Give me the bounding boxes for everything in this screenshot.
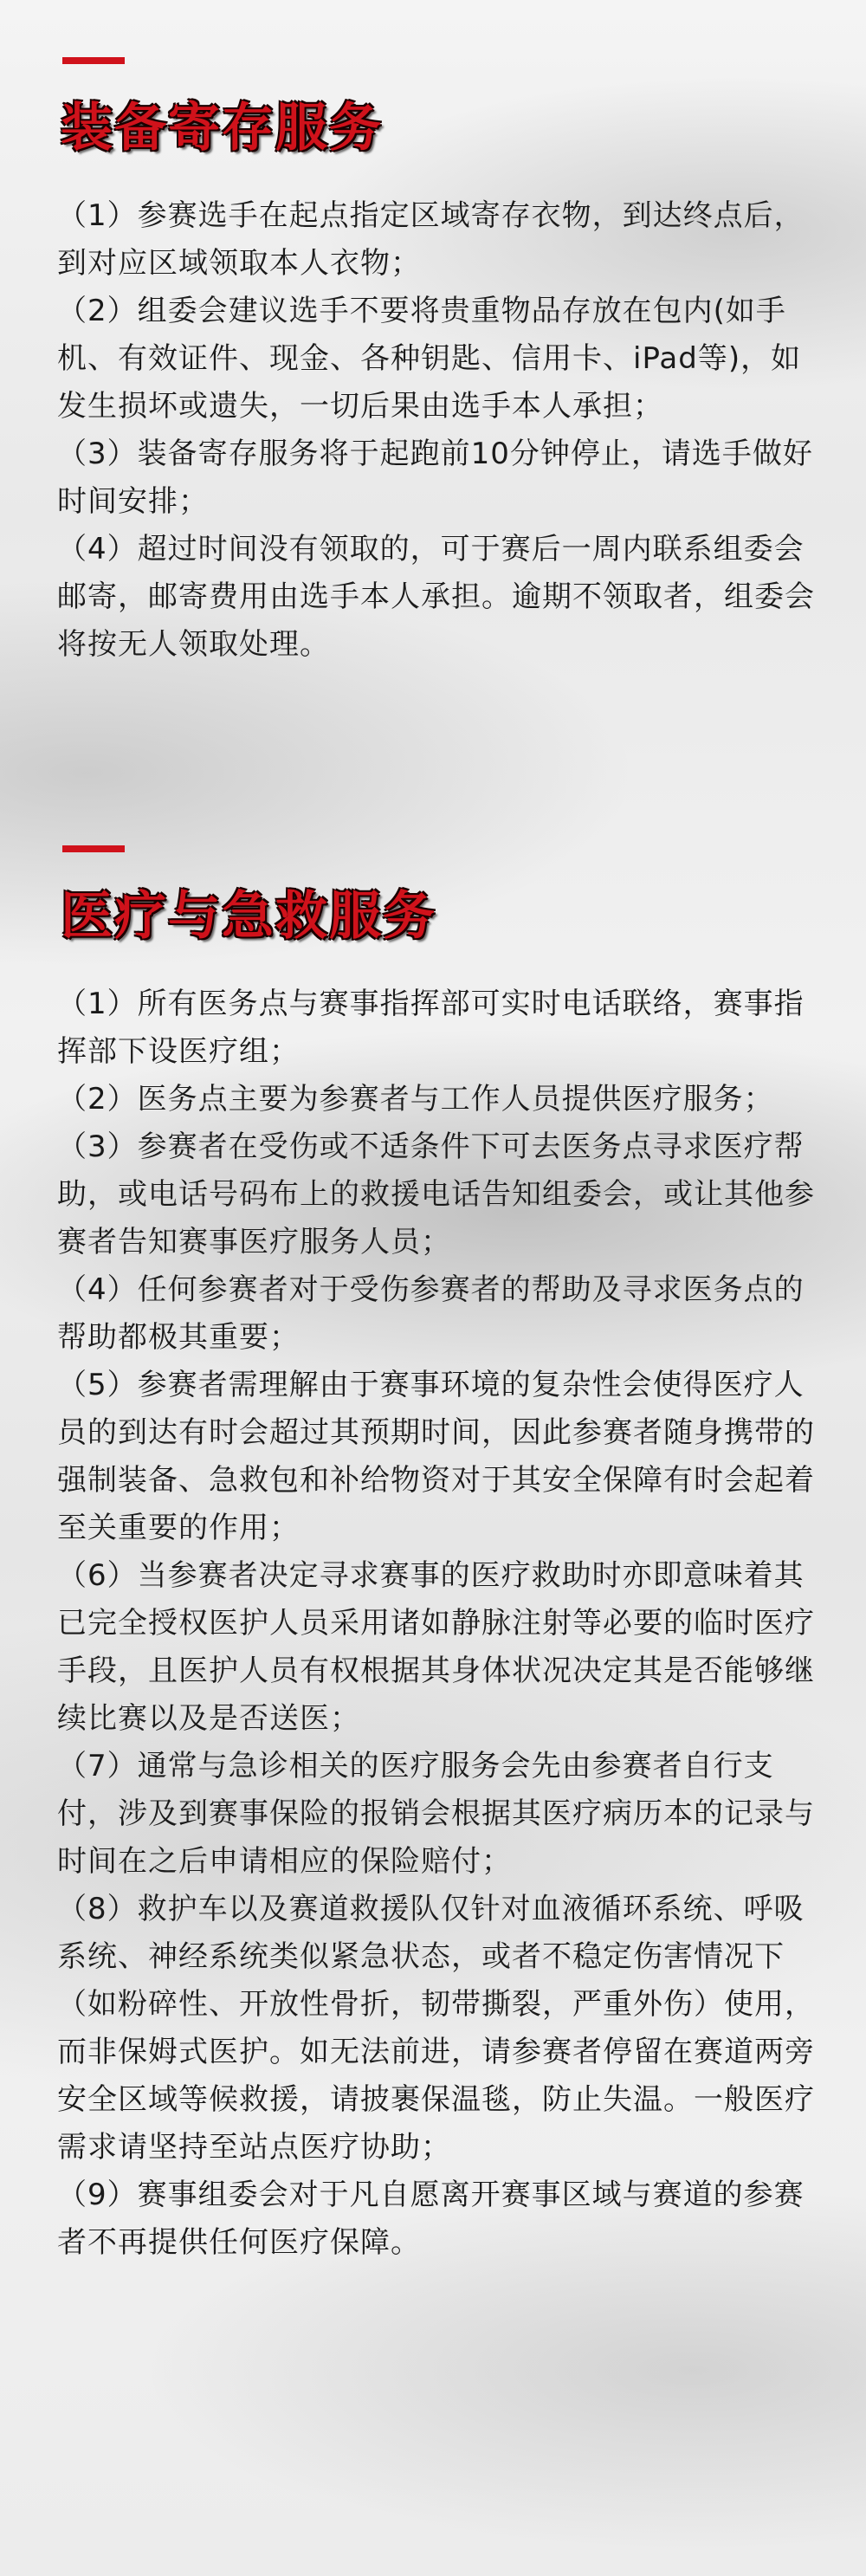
paragraph-list <box>57 192 819 669</box>
list-item: （5）参赛者需理解由于赛事环境的复杂性会使得医疗人员的到达有时会超过其预期时间，因此参赛者随身携带的强制装备、急救包和补给物资对于其安全保障有时会起着至关重要的作用； <box>57 1368 815 1545</box>
list-item: （4）任何参赛者对于受伤参赛者的帮助及寻求医务点的帮助都极其重要； <box>57 1272 805 1355</box>
list-item: （4）超过时间没有领取的，可于赛后一周内联系组委会邮寄，邮寄费用由选手本人承担。逾期不领取者，组委会将按无人领取处理。 <box>57 532 815 662</box>
list-item: （1）所有医务点与赛事指挥部可实时电话联络，赛事指挥部下设医疗组； <box>57 987 805 1069</box>
section-title: 医疗与急救服务 <box>61 886 436 947</box>
list-item: （7）通常与急诊相关的医疗服务会先由参赛者自行支付，涉及到赛事保险的报销会根据其医疗病历本的记录与时间在之后申请相应的保险赔付； <box>57 1749 815 1879</box>
list-item: （2）组委会建议选手不要将贵重物品存放在包内(如手机、有效证件、现金、各种钥匙、信用卡、iPad等)，如发生损坏或遗失，一切后果由选手本人承担； <box>57 294 802 424</box>
list-item: （3）装备寄存服务将于起跑前10分钟停止，请选手做好时间安排； <box>57 437 813 519</box>
section-title: 装备寄存服务 <box>61 98 383 159</box>
list-item: （3）参赛者在受伤或不适条件下可去医务点寻求医疗帮助，或电话号码布上的救援电话告知组委会，或让其他参赛者告知赛事医疗服务人员； <box>57 1129 815 1259</box>
list-item: （6）当参赛者决定寻求赛事的医疗救助时亦即意味着其已完全授权医护人员采用诸如静脉注射等必要的临时医疗手段，且医护人员有权根据其身体状况决定其是否能够继续比赛以及是否送医； <box>57 1558 815 1736</box>
list-item: （8）救护车以及赛道救援队仅针对血液循环系统、呼吸系统、神经系统类似紧急状态，或者不稳定伤害情况下（如粉碎性、开放性骨折，韧带撕裂，严重外伤）使用，而非保姆式医护。如无法前进，请参赛者停留在赛道两旁安全区域等候救援，请披裹保温毯，防止失温。一般医疗需求请坚持至站点医疗协助； <box>57 1892 815 2165</box>
list-item: （1）参赛选手在起点指定区域寄存衣物，到达终点后，到对应区域领取本人衣物； <box>57 198 805 281</box>
list-item: （2）医务点主要为参赛者与工作人员提供医疗服务； <box>57 1082 774 1116</box>
accent-bar <box>62 845 125 852</box>
paragraph-list <box>57 981 819 2267</box>
list-item: （9）赛事组委会对于凡自愿离开赛事区域与赛道的参赛者不再提供任何医疗保障。 <box>57 2178 805 2260</box>
accent-bar <box>62 57 125 64</box>
